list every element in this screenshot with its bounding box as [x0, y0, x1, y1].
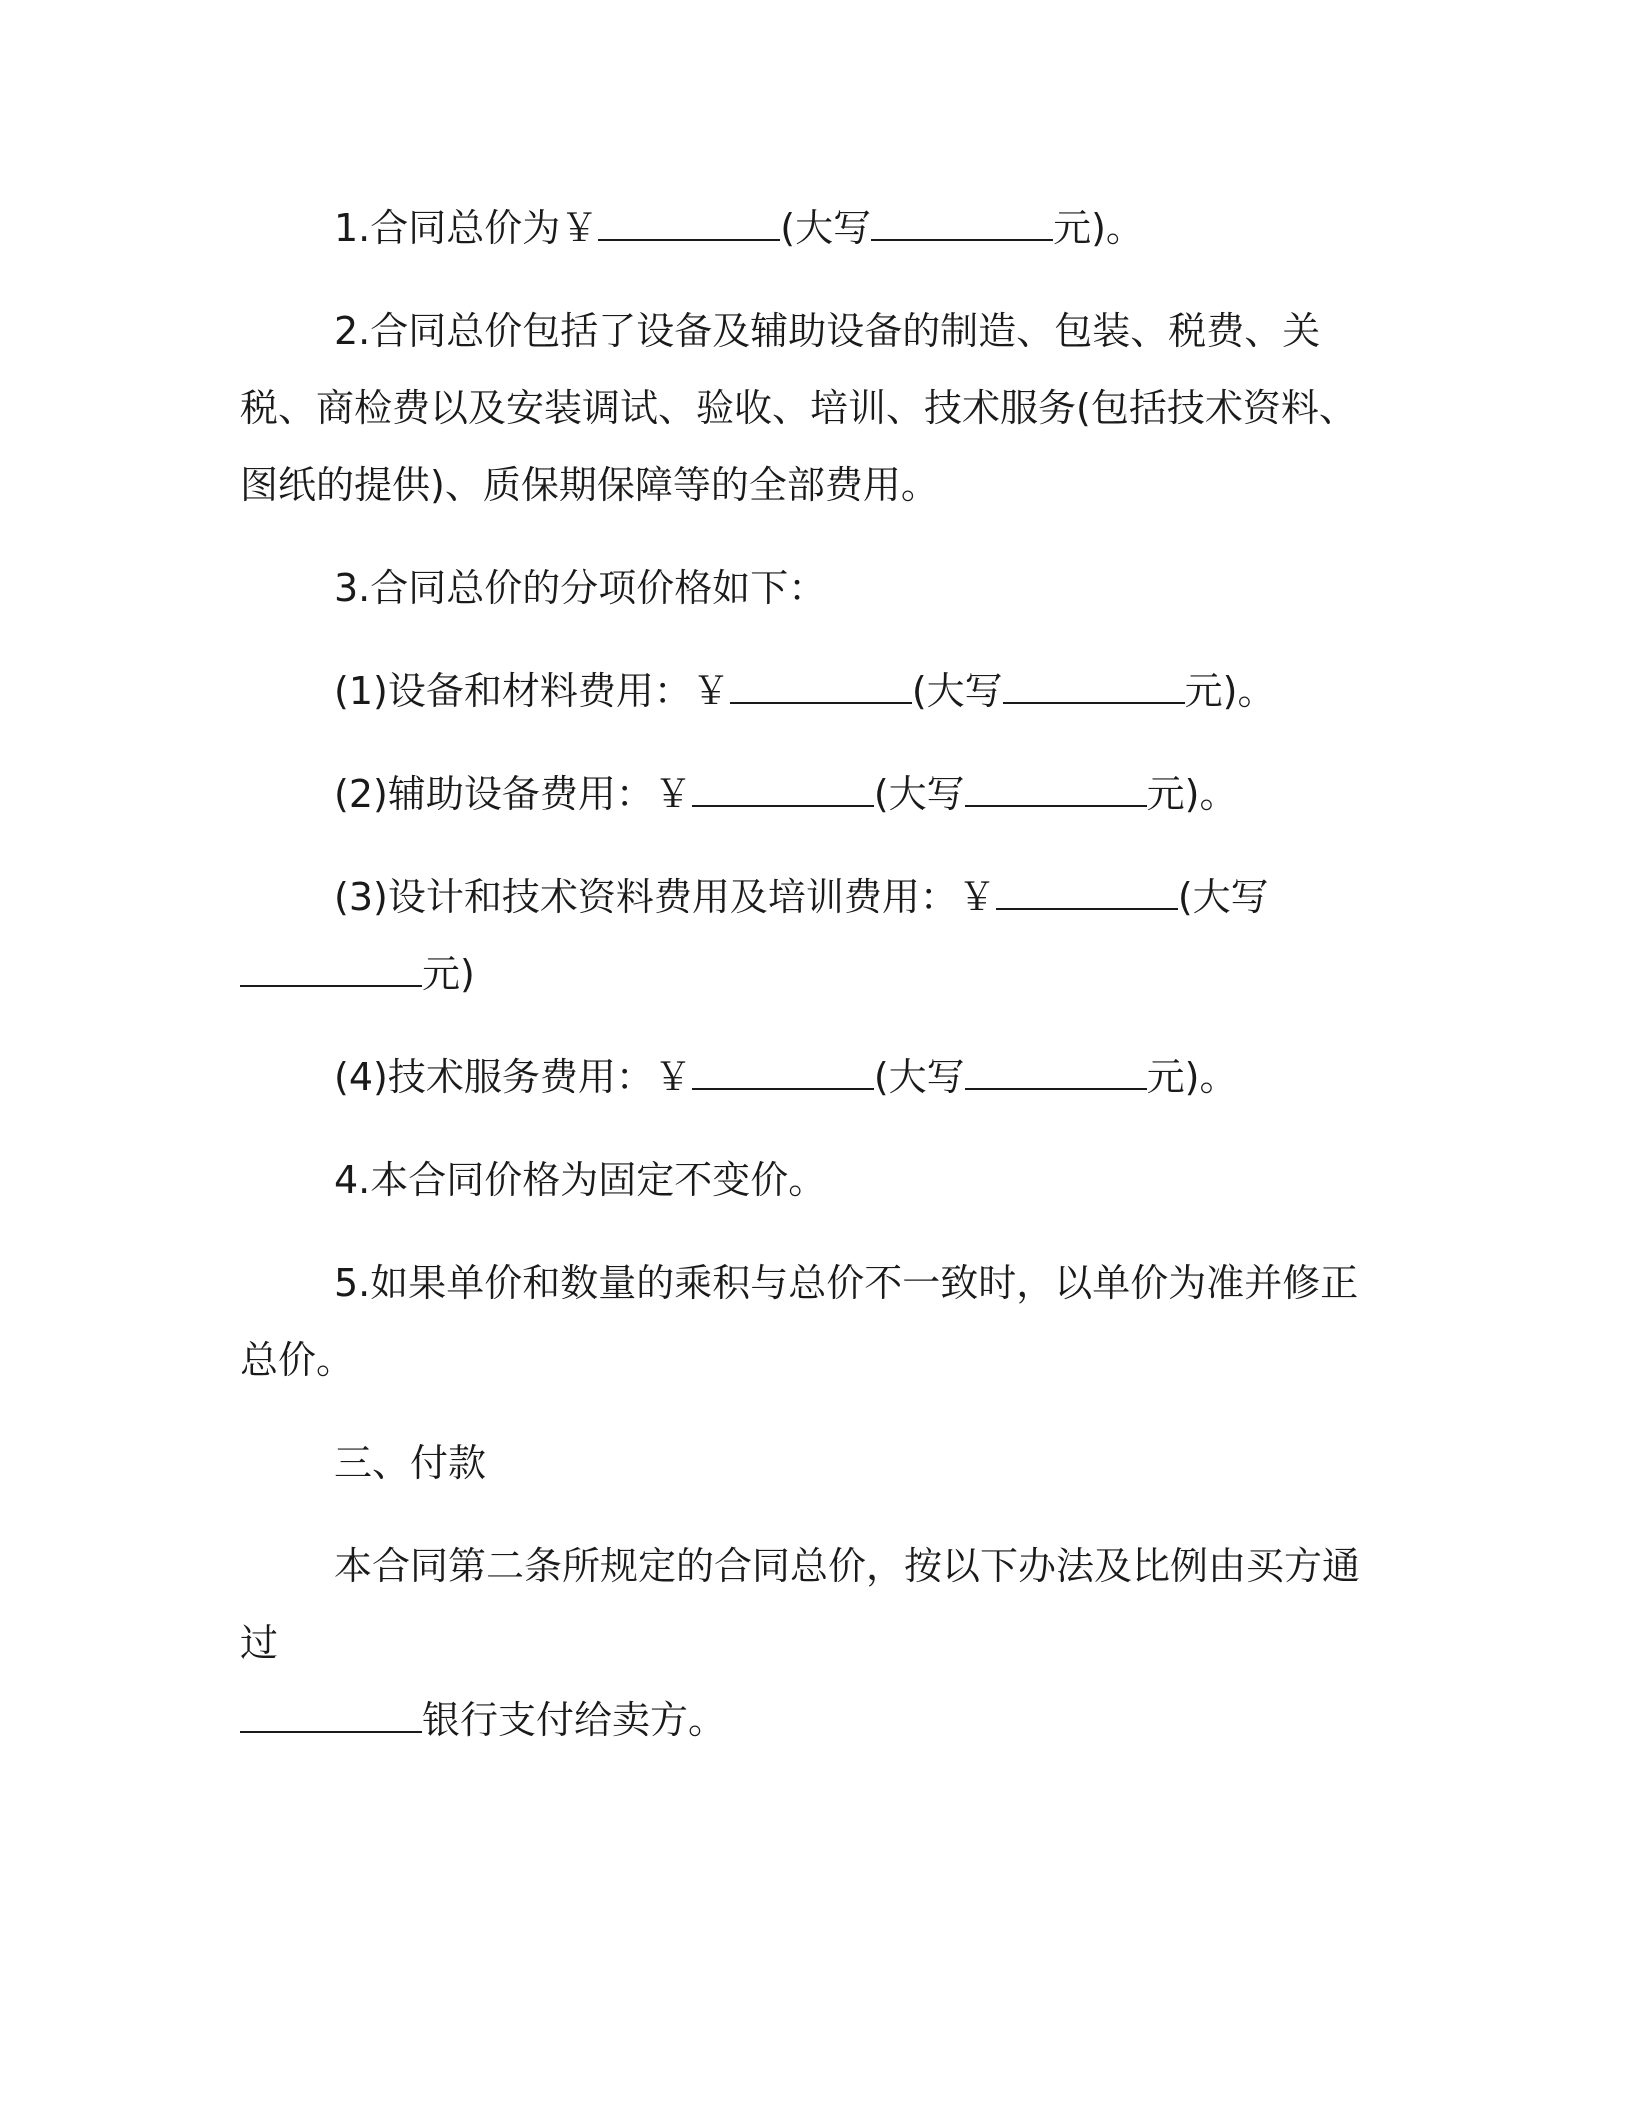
clause-2 — [240, 293, 1380, 524]
section-3-line-1: 本合同第二条所规定的合同总价，按以下办法及比例由买方通过 — [240, 1544, 1361, 1665]
item-3-text-a: (3)设计和技术资料费用及培训费用：￥ — [334, 875, 996, 919]
item-3-continuation — [240, 936, 1380, 1013]
amount-words-blank — [240, 955, 422, 987]
amount-blank — [692, 1058, 874, 1090]
clause-5 — [240, 1245, 1380, 1399]
item-4-text-a: (4)技术服务费用：￥ — [334, 1055, 692, 1099]
clause-2-line-3: 提供)、质保期保障等的全部费用。 — [354, 463, 939, 507]
item-1-text-a: (1)设备和材料费用：￥ — [334, 669, 730, 713]
amount-words-blank — [1003, 672, 1185, 704]
clause-3-item-1 — [240, 653, 1380, 730]
clause-1-text-a: 1.合同总价为￥ — [334, 206, 599, 250]
amount-words-blank — [871, 209, 1053, 241]
clause-5-line-1: 5.如果单价和数量的乘积与总价不一致时，以单价为准并修正总 — [240, 1261, 1359, 1382]
item-3-text-b: (大写 — [1177, 875, 1269, 919]
item-2-text-b: (大写 — [873, 772, 965, 816]
item-2-text-c: 元)。 — [1146, 772, 1238, 816]
section-3-heading: 三、付款 — [334, 1441, 487, 1485]
clause-2-line-1: 2.合同总价包括了设备及辅助设备的制造、包装、税费、关税、 — [240, 309, 1321, 430]
item-4-text-b: (大写 — [873, 1055, 965, 1099]
amount-blank — [692, 775, 874, 807]
clause-3-item-3 — [240, 859, 1380, 1013]
item-1-text-b: (大写 — [911, 669, 1003, 713]
item-2-text-a: (2)辅助设备费用：￥ — [334, 772, 692, 816]
document-body — [240, 190, 1380, 1785]
clause-5-line-2: 价。 — [278, 1338, 355, 1382]
bank-name-blank — [240, 1701, 422, 1733]
amount-words-blank — [965, 1058, 1147, 1090]
section-3-body — [240, 1528, 1380, 1759]
section-3-continuation — [240, 1682, 1380, 1759]
clause-3-item-4 — [240, 1039, 1380, 1116]
clause-3-heading: 3.合同总价的分项价格如下： — [334, 566, 827, 610]
item-1-text-c: 元)。 — [1184, 669, 1276, 713]
item-4-text-c: 元)。 — [1146, 1055, 1238, 1099]
amount-blank — [996, 878, 1178, 910]
clause-2-line-2: 商检费以及安装调试、验收、培训、技术服务(包括技术资料、图纸的 — [240, 386, 1357, 507]
clause-1-text-b: (大写 — [780, 206, 872, 250]
clause-1 — [240, 190, 1380, 267]
amount-blank — [730, 672, 912, 704]
item-3-text-c: 元) — [422, 952, 475, 996]
clause-4: 4.本合同价格为固定不变价。 — [334, 1158, 827, 1202]
clause-3-item-2 — [240, 756, 1380, 833]
section-3-line-2: 银行支付给卖方。 — [422, 1698, 727, 1742]
amount-blank — [598, 209, 780, 241]
clause-1-text-c: 元)。 — [1053, 206, 1144, 250]
amount-words-blank — [965, 775, 1147, 807]
